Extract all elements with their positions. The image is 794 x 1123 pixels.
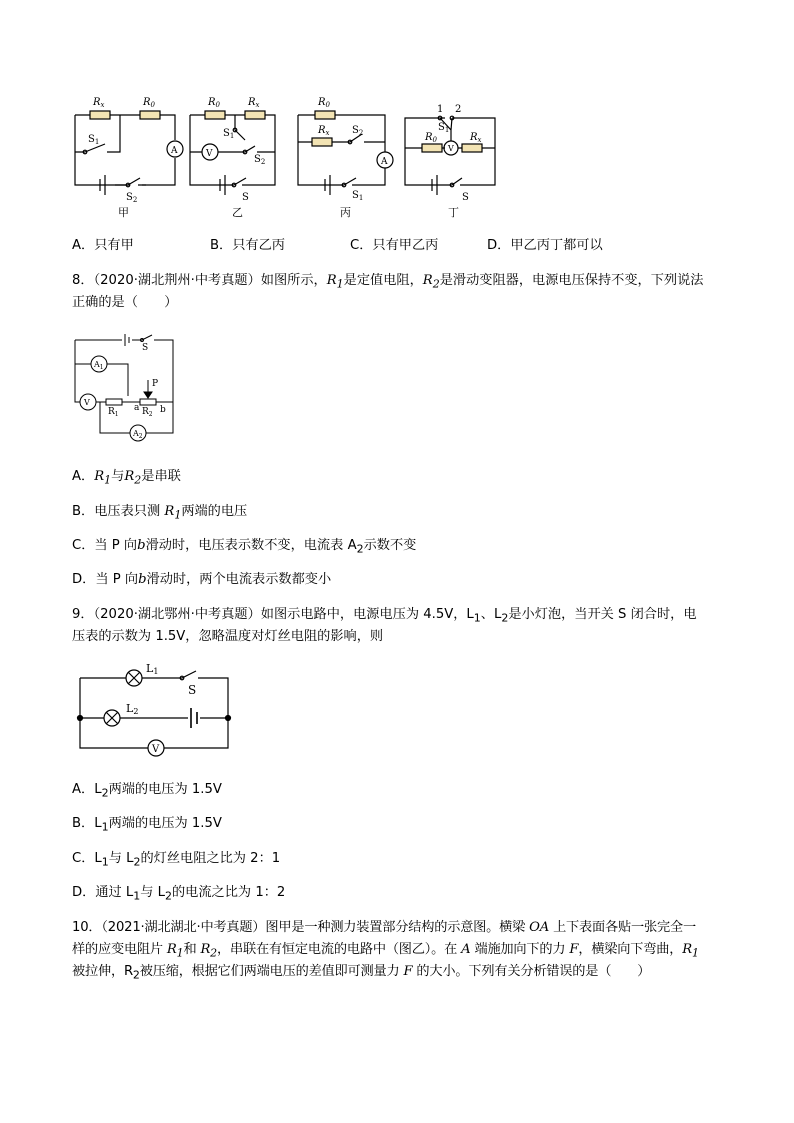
q8-circuit-figure — [70, 330, 180, 445]
ding-s-label: S — [462, 192, 469, 203]
yi-s-label: S — [242, 192, 249, 203]
q9-l2-label: L2 — [126, 702, 139, 716]
q8-option-a[interactable]: A．$R_1$与$R_2$是串联 — [72, 469, 181, 487]
q8-option-d[interactable]: D．当 P 向b滑动时，两个电流表示数都变小 — [72, 572, 332, 587]
jia-s2-label: $S_2$ — [126, 192, 138, 204]
yi-r0-label: $R_0$ — [208, 97, 220, 109]
circuit-figures-q7 — [60, 90, 510, 225]
ding-terminal-2: 2 — [455, 104, 462, 115]
bing-s2-label: $S_2$ — [352, 125, 364, 137]
q8-b-terminal: b — [160, 405, 166, 415]
q8-option-c[interactable]: C．当 P 向b滑动时，电压表示数不变，电流表 $A_2$示数不变 — [72, 538, 417, 556]
q8-s-label: S — [142, 343, 149, 353]
bing-rx-label: $R_x$ — [318, 125, 330, 137]
yi-caption: 乙 — [232, 206, 243, 219]
ding-caption: 丁 — [448, 206, 459, 219]
jia-r0-label: $R_0$ — [143, 97, 155, 109]
ding-r0-label: $R_0$ — [425, 132, 437, 144]
q8-p-label: P — [152, 379, 159, 389]
q8-stem-line1: 8．（2020·湖北荆州·中考真题）如图所示，$R_1$是定值电阻，$R_2$是滑动变阻器，电源电压保持不变，下列说法 — [72, 273, 704, 291]
q9-option-b[interactable]: B．$L_1$两端的电压为 1.5V — [72, 816, 222, 834]
q8-a1-label: $A_1$ — [94, 360, 104, 371]
q9-v-label: V — [152, 744, 160, 755]
jia-rx-label: $R_x$ — [93, 97, 105, 109]
yi-s1-label: $S_1$ — [223, 128, 235, 140]
q7-option-b[interactable]: B．只有乙丙 — [210, 238, 285, 253]
ding-rx-label: $R_x$ — [470, 132, 482, 144]
jia-s1-label: $S_1$ — [88, 134, 100, 146]
yi-s2-label: $S_2$ — [254, 154, 266, 166]
q8-v-label: V — [84, 398, 90, 407]
jia-caption: 甲 — [118, 206, 129, 219]
yi-voltmeter-label: V — [206, 149, 213, 159]
ding-s1-label: $S_1$ — [438, 122, 450, 134]
q8-a2-label: $A_2$ — [133, 429, 143, 440]
ding-terminal-1: 1 — [437, 104, 444, 115]
q10-stem-line3: 被拉伸，$R_2$被压缩，根据它们两端电压的差值即可测量力 F 的大小。下列有关分析错误的是（ ） — [72, 964, 651, 982]
q7-option-c[interactable]: C．只有甲乙丙 — [350, 238, 439, 253]
ding-voltmeter-label: V — [448, 144, 454, 153]
q8-a-terminal: a — [134, 403, 140, 413]
q9-l1-label: L1 — [146, 662, 159, 676]
q9-option-a[interactable]: A．$L_2$两端的电压为 1.5V — [72, 782, 222, 800]
q7-option-d[interactable]: D．甲乙丙丁都可以 — [487, 238, 603, 253]
bing-r0-label: $R_0$ — [318, 97, 330, 109]
q7-option-a[interactable]: A．只有甲 — [72, 238, 134, 253]
q9-stem-line2: 压表的示数为 1.5V，忽略温度对灯丝电阻的影响，则 — [72, 629, 384, 644]
q9-s-label: S — [188, 683, 197, 697]
bing-s1-label: $S_1$ — [352, 190, 364, 202]
q8-stem-line2: 正确的是（ ） — [72, 295, 178, 310]
q8-r2-label: $R_2$ — [142, 407, 153, 418]
q8-r1-label: $R_1$ — [108, 407, 119, 418]
q9-circuit-figure — [70, 660, 240, 760]
jia-ammeter-label: A — [171, 146, 178, 156]
q10-stem-line2: 样的应变电阻片 $R_1$和 $R_2$，串联在有恒定电流的电路中（图乙）。在 A 端施加向下的力 F，横梁向下弯曲，$R_1$ — [72, 942, 699, 960]
bing-ammeter-label: A — [381, 157, 388, 167]
q9-option-d[interactable]: D．通过 $L_1$与 $L_2$的电流之比为 1：2 — [72, 885, 286, 903]
q10-stem-line1: 10．（2021·湖北湖北·中考真题）图甲是一种测力装置部分结构的示意图。横梁 OA 上下表面各贴一张完全一 — [72, 920, 696, 935]
q9-stem-line1: 9．（2020·湖北鄂州·中考真题）如图示电路中，电源电压为 4.5V，$L_1$、$L_2$是小灯泡，当开关 S 闭合时，电 — [72, 607, 697, 625]
q9-option-c[interactable]: C．$L_1$与 $L_2$的灯丝电阻之比为 2：1 — [72, 851, 281, 869]
yi-rx-label: $R_x$ — [248, 97, 260, 109]
bing-caption: 丙 — [340, 206, 351, 219]
q8-option-b[interactable]: B．电压表只测 $R_1$两端的电压 — [72, 504, 248, 522]
